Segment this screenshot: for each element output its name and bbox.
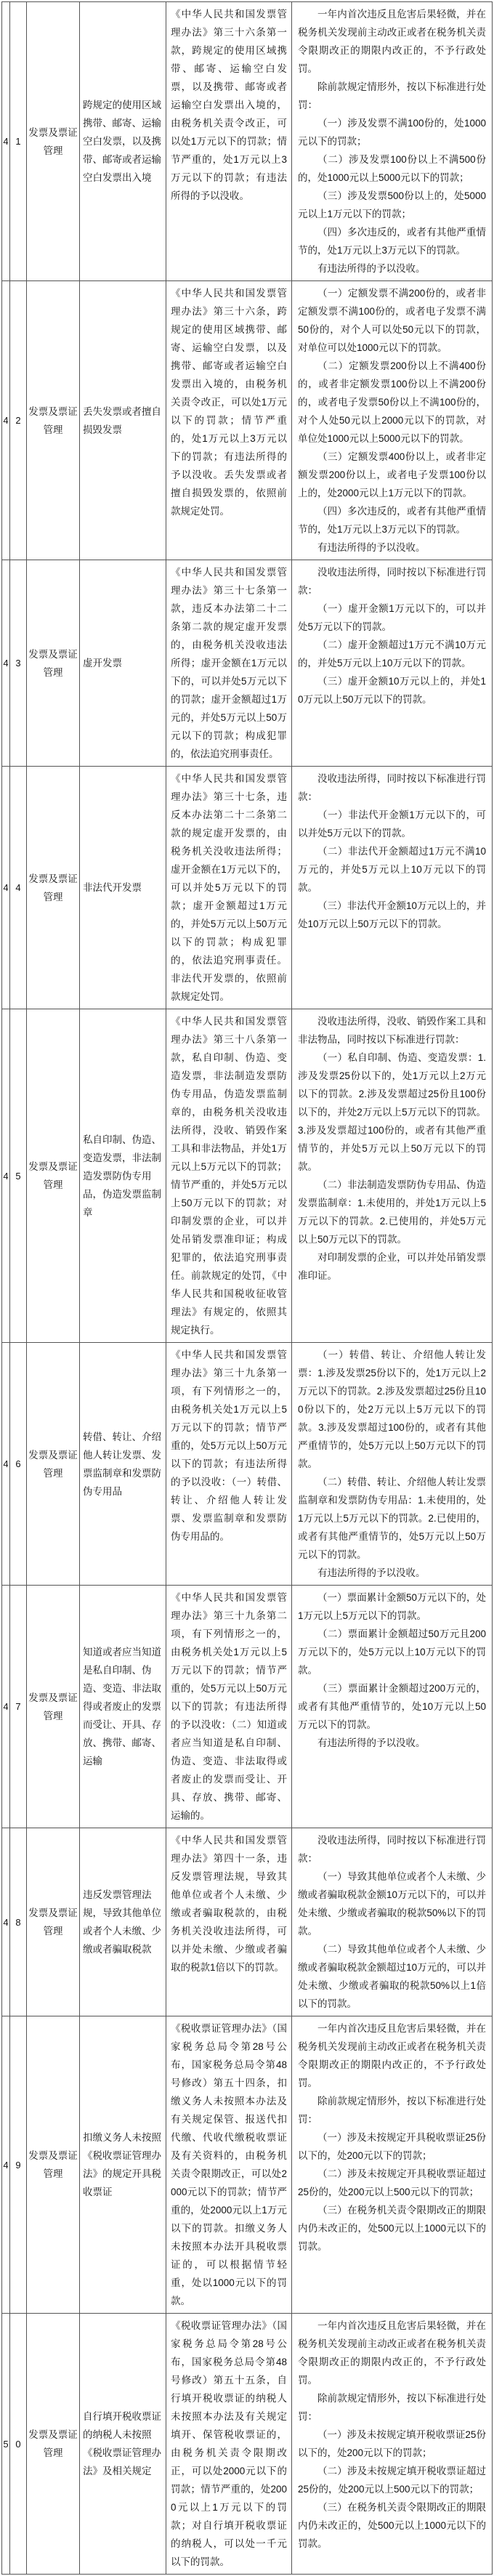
legal-basis-cell: 《中华人民共和国发票管理办法》第三十九条第一项，有下列情形之一的，由税务机关处1万元以上5万元以下的罚款；情节严重的，处5万元以上50万元以下的罚款；有违法所得的予以没收：（一）转借、转让、介绍他人转让发票、发票监制章和发票防伪专用品的。 (166, 1343, 292, 1586)
penalty-paragraph: （三）在税务机关责令限期改正的期限内仍未改正的，处500元以上1000元以下的罚款。 (298, 2205, 486, 2252)
category-cell: 发票及票证管理 (27, 1828, 80, 2016)
penalty-paragraph: （二）非法制造发票防伪专用品、伪造发票监制章：1.未使用的，并处1万元以上5万元以下的罚款。2.已使用的，并处5万元以上50万元以下的罚款。 (298, 1179, 486, 1245)
penalty-paragraph: 有违法所得的予以没收。 (317, 1567, 426, 1578)
penalty-standard-cell (292, 1343, 493, 1586)
penalty-standard-cell (292, 1009, 493, 1343)
penalty-standard-cell (292, 767, 493, 1009)
penalty-paragraph: （一）票面累计金额50万元以下的，处1万元以上5万元以下的罚款。 (298, 1592, 486, 1621)
penalty-paragraph: 除前款规定情形外，按以下标准进行处罚： (298, 2393, 486, 2422)
violation-act-cell: 非法代开发票 (80, 767, 166, 1009)
row-number-prefix: 4 (2, 2016, 10, 2314)
violation-act-cell: 跨规定的使用区域携带、邮寄、运输空白发票，以及携带、邮寄或者运输空白发票出入境 (80, 2, 166, 281)
penalty-paragraph: （三）定额发票400份以上，或者非定额发票200份以上，或者电子发票100份以上的，处2000元以上1万元以下的罚款。 (298, 451, 486, 498)
legal-basis-cell: 《中华人民共和国发票管理办法》第三十七条第一款，违反本办法第二十二条第二款的规定虚开发票的，由税务机关没收违法所得；虚开金额在1万元以下的，可以并处5万元以下的罚款；虚开金额超过1万元的，并处5万元以上50万元以下的罚款；构成犯罪的，依法追究刑事责任。 (166, 560, 292, 767)
table-row (2, 1343, 493, 1586)
penalty-paragraph: 没收违法所得，同时按以下标准进行罚款： (298, 1835, 486, 1864)
penalty-paragraph: （四）多次违反的，或者有其他严重情节的，处1万元以上3万元以下的罚款。 (298, 506, 486, 535)
penalty-paragraph: （一）转借、转让、介绍他人转让发票：1.涉及发票25份以下的，处1万元以上2万元以下的罚款。2.涉及发票超过25份且100份以下的，处2万元以上5万元以下的罚款。3.涉及发票超过100份的，或者有其他严重情节的，处5万元以上50万元以下的罚款。 (298, 1349, 486, 1469)
penalty-paragraph: （二）转借、转让、介绍他人转让发票监制章和发票防伪专用品：1.未使用的，处1万元以上5万元以下的罚款。2.已使用的，或者有其他严重情节的，处5万元以上50万元以下的罚款。 (298, 1477, 486, 1560)
penalty-paragraph: （二）涉及未按规定填开税收票证超过25份的，处200元以上500元以下的罚款； (298, 2466, 486, 2495)
penalty-paragraph: （二）导致其他单位或者个人未缴、少缴或者骗取税款金额超过10万元的，可以并处未缴、少缴或者骗取的税款50%以上1倍以下的罚款。 (298, 1944, 486, 2009)
penalty-paragraph: （二）非法代开金额超过1万元不满10万元的，并处5万元以上10万元以下的罚款。 (298, 846, 486, 893)
legal-basis-cell: 《中华人民共和国发票管理办法》第三十九条第二项，有下列情形之一的，由税务机关处1万元以上5万元以下的罚款；情节严重的，处5万元以上50万元以下的罚款；有违法所得的予以没收：（二）知道或者应当知道是私自印制、伪造、变造、非法取得或者废止的发票而受让、开具、存放、携带、邮寄、运输的。 (166, 1586, 292, 1828)
row-number-suffix: 5 (10, 1009, 27, 1343)
penalty-paragraph: 一年内首次违反且危害后果轻微，并在税务机关发现前主动改正或者在税务机关责令限期改正的期限内改正的，不予行政处罚。 (298, 9, 486, 74)
row-number-suffix: 1 (10, 2, 27, 281)
legal-basis-cell: 《中华人民共和国发票管理办法》第三十八条第一款，私自印制、伪造、变造发票，非法制造发票防伪专用品，伪造发票监制章的，由税务机关没收违法所得，没收、销毁作案工具和非法物品，并处1万元以上5万元以下的罚款；情节严重的，并处5万元以上50万元以下的罚款；对印制发票的企业，可以并处吊销发票准印证；构成犯罪的，依法追究刑事责任。前款规定的处罚，《中华人民共和国税收征收管理法》有规定的，依照其规定执行。 (166, 1009, 292, 1343)
penalty-paragraph: （三）非法代开金额10万元以上的，并处10万元以上50万元以下的罚款。 (298, 900, 486, 929)
penalty-table (1, 1, 493, 2575)
table-row (2, 1828, 493, 2016)
violation-act-cell: 扣缴义务人未按照《税收票证管理办法》的规定开具税收票证 (80, 2016, 166, 2314)
row-number-suffix: 2 (10, 281, 27, 560)
legal-basis-cell: 《税收票证管理办法》（国家税务总局令第28号公布，国家税务总局令第48号修改）第五十四条，扣缴义务人未按照本办法及有关规定保管、报送代扣代缴、代收代缴税收票证及有关资料的，由税务机关责令限期改正，可以处2000元以下的罚款；情节严重的，处2000元以上1万元以下的罚款。扣缴义务人未按照本办法开具税收票证的，可以根据情节轻重，处以1000元以下的罚款。 (166, 2016, 292, 2314)
penalty-standard-cell (292, 1828, 493, 2016)
penalty-paragraph: （二）涉及未按规定开具税收票证超过25份的，处200元以上500元以下的罚款； (298, 2168, 486, 2197)
penalty-paragraph: （二）虚开金额超过1万元不满10万元的，并处5万元以上10万元以下的罚款。 (298, 639, 486, 669)
table-row (2, 1586, 493, 1828)
category-cell: 发票及票证管理 (27, 1009, 80, 1343)
penalty-standard-cell (292, 560, 493, 767)
penalty-paragraph: （一）非法代开金额1万元以下的，可以并处5万元以下的罚款。 (298, 809, 486, 839)
row-number-suffix: 8 (10, 1828, 27, 2016)
penalty-standard-cell (292, 281, 493, 560)
penalty-paragraph: 没收违法所得，没收、销毁作案工具和非法物品，同时按以下标准进行罚款： (298, 1016, 486, 1045)
penalty-standard-cell (292, 2, 493, 281)
violation-act-cell: 自行填开税收票证的纳税人未按照《税收票证管理办法》及相关规定 (80, 2314, 166, 2575)
table-row (2, 767, 493, 1009)
penalty-paragraph: 没收违法所得，同时按以下标准进行罚款： (298, 567, 486, 596)
row-number-prefix: 4 (2, 560, 10, 767)
category-cell: 发票及票证管理 (27, 281, 80, 560)
row-number-suffix: 0 (10, 2314, 27, 2575)
penalty-standard-cell (292, 2016, 493, 2314)
penalty-paragraph: （一）涉及未按规定填开税收票证25份以下的，处200元以下的罚款； (298, 2429, 486, 2458)
penalty-paragraph: 除前款规定情形外，按以下标准进行处罚： (298, 2096, 486, 2125)
row-number-prefix: 4 (2, 1828, 10, 2016)
row-number-prefix: 4 (2, 1586, 10, 1828)
row-number-prefix: 4 (2, 281, 10, 560)
category-cell: 发票及票证管理 (27, 1586, 80, 1828)
category-cell: 发票及票证管理 (27, 1343, 80, 1586)
table-row (2, 560, 493, 767)
penalty-paragraph: 有违法所得的予以没收。 (317, 263, 426, 274)
penalty-table-container (1, 1, 493, 2575)
violation-act-cell: 虚开发票 (80, 560, 166, 767)
penalty-paragraph: 对印制发票的企业，可以并处吊销发票准印证。 (298, 1252, 486, 1281)
penalty-paragraph: （三）在税务机关责令限期改正的期限内仍未改正的，处500元以上1000元以下的罚款。 (298, 2502, 486, 2549)
penalty-paragraph: 没收违法所得，同时按以下标准进行罚款： (298, 773, 486, 802)
penalty-paragraph: （一）虚开金额1万元以下的，可以并处5万元以下的罚款。 (298, 603, 486, 632)
violation-act-cell: 违反发票管理法规，导致其他单位或者个人未缴、少缴或者骗取税款 (80, 1828, 166, 2016)
row-number-suffix: 9 (10, 2016, 27, 2314)
penalty-table-body (2, 2, 493, 2575)
table-row (2, 2016, 493, 2314)
penalty-paragraph: （三）涉及发票500份以上的，处5000元以上1万元以下的罚款； (298, 190, 486, 219)
legal-basis-cell: 《税收票证管理办法》（国家税务总局令第28号公布，国家税务总局令第48号修改）第五十五条，自行填开税收票证的纳税人未按照本办法及有关规定填开、保管税收票证的，由税务机关责令限期改正，可以处2000元以下的罚款；情节严重的，处2000元以上1万元以下的罚款；对自行填开税收票证的纳税人，可以处一千元以下的罚款。 (166, 2314, 292, 2575)
row-number-prefix: 4 (2, 2, 10, 281)
penalty-paragraph: （二）涉及发票100份以上不满500份的，处1000元以上5000元以下的罚款； (298, 154, 486, 183)
violation-act-cell: 丢失发票或者擅自损毁发票 (80, 281, 166, 560)
category-cell: 发票及票证管理 (27, 2314, 80, 2575)
penalty-paragraph: 一年内首次违反且危害后果轻微，并在税务机关发现前主动改正或者在税务机关责令限期改正的期限内改正的，不予行政处罚。 (298, 2023, 486, 2088)
penalty-paragraph: （二）票面累计金额超过50万元且200万元以下的，处5万元以上10万元以下的罚款。 (298, 1628, 486, 1676)
category-cell: 发票及票证管理 (27, 767, 80, 1009)
category-cell: 发票及票证管理 (27, 560, 80, 767)
penalty-paragraph: （三）虚开金额10万元以上的，并处10万元以上50万元以下的罚款。 (298, 676, 486, 705)
legal-basis-cell: 《中华人民共和国发票管理办法》第四十一条，违反发票管理法规，导致其他单位或者个人未缴、少缴或者骗取税款的，由税务机关没收违法所得，可以并处未缴、少缴或者骗取的税款1倍以下的罚款。 (166, 1828, 292, 2016)
row-number-prefix: 5 (2, 2314, 10, 2575)
violation-act-cell: 转借、转让、介绍他人转让发票、发票监制章和发票防伪专用品 (80, 1343, 166, 1586)
table-row (2, 1009, 493, 1343)
penalty-paragraph: （一）涉及未按规定开具税收票证25份以下的，处200元以下的罚款； (298, 2132, 486, 2161)
row-number-suffix: 6 (10, 1343, 27, 1586)
row-number-prefix: 4 (2, 1009, 10, 1343)
penalty-paragraph: （三）票面累计金额超过200万元的，或者有其他严重情节的，处10万元以上50万元以下的罚款。 (298, 1683, 486, 1730)
row-number-prefix: 4 (2, 767, 10, 1009)
table-row (2, 2314, 493, 2575)
table-row (2, 281, 493, 560)
legal-basis-cell: 《中华人民共和国发票管理办法》第三十七条，违反本办法第二十二条第二款的规定虚开发票的，由税务机关没收违法所得；虚开金额在1万元以下的，可以并处5万元以下的罚款；虚开金额超过1万元的，并处5万元以上50万元以下的罚款；构成犯罪的，依法追究刑事责任。非法代开发票的，依照前款规定处罚。 (166, 767, 292, 1009)
row-number-suffix: 7 (10, 1586, 27, 1828)
penalty-paragraph: 有违法所得的予以没收。 (317, 1737, 426, 1748)
row-number-suffix: 4 (10, 767, 27, 1009)
penalty-paragraph: （一）涉及发票不满100份的，处1000元以下的罚款； (298, 118, 486, 147)
category-cell: 发票及票证管理 (27, 2016, 80, 2314)
penalty-paragraph: （一）私自印制、伪造、变造发票：1.涉及发票25份以下的，处1万元以上2万元以下的罚款。2.涉及发票超过25份且100份以下的，并处2万元以上5万元以下的罚款。3.涉及发票超过100份的，或者有其他严重情节的，并处5万元以上50万元以下的罚款。 (298, 1052, 486, 1172)
row-number-suffix: 3 (10, 560, 27, 767)
table-row (2, 2, 493, 281)
penalty-standard-cell (292, 1586, 493, 1828)
violation-act-cell: 知道或者应当知道是私自印制、伪造、变造、非法取得或者废止的发票而受让、开具、存放、携带、邮寄、运输 (80, 1586, 166, 1828)
penalty-paragraph: （四）多次违反的，或者有其他严重情节的，处1万元以上3万元以下的罚款。 (298, 227, 486, 256)
penalty-paragraph: （二）定额发票200份以上不满400份的，或者非定额发票100份以上不满200份的，或者电子发票50份以上不满100份的，对个人处50元以上2000元以下的罚款，对单位处1000元以上5000元以下的罚款。 (298, 360, 486, 444)
penalty-paragraph: （一）导致其他单位或者个人未缴、少缴或者骗取税款金额10万元以下的，可以并处未缴、少缴或者骗取的税款50%以下的罚款。 (298, 1871, 486, 1937)
penalty-paragraph: 除前款规定情形外，按以下标准进行处罚： (298, 81, 486, 110)
row-number-prefix: 4 (2, 1343, 10, 1586)
penalty-paragraph: （一）定额发票不满200份的，或者非定额发票不满100份的，或者电子发票不满50份的，对个人可以处50元以下的罚款，对单位可以处1000元以下的罚款。 (298, 288, 486, 353)
legal-basis-cell: 《中华人民共和国发票管理办法》第三十六条第一款，跨规定的使用区域携带、邮寄、运输空白发票，以及携带、邮寄或者运输空白发票出入境的，由税务机关责令改正，可以处1万元以下的罚款；情节严重的，处1万元以上3万元以下的罚款；有违法所得的予以没收。 (166, 2, 292, 281)
violation-act-cell: 私自印制、伪造、变造发票，非法制造发票防伪专用品，伪造发票监制章 (80, 1009, 166, 1343)
category-cell: 发票及票证管理 (27, 2, 80, 281)
penalty-paragraph: 有违法所得的予以没收。 (317, 542, 426, 553)
penalty-paragraph: 一年内首次违反且危害后果轻微，并在税务机关发现前主动改正或者在税务机关责令限期改正的期限内改正的，不予行政处罚。 (298, 2320, 486, 2386)
penalty-standard-cell (292, 2314, 493, 2575)
legal-basis-cell: 《中华人民共和国发票管理办法》第三十六条，跨规定的使用区域携带、邮寄、运输空白发票，以及携带、邮寄或者运输空白发票出入境的，由税务机关责令改正，可以处1万元以下的罚款；情节严重的，处1万元以上3万元以下的罚款；有违法所得的予以没收。丢失发票或者擅自损毁发票的，依照前款规定处罚。 (166, 281, 292, 560)
